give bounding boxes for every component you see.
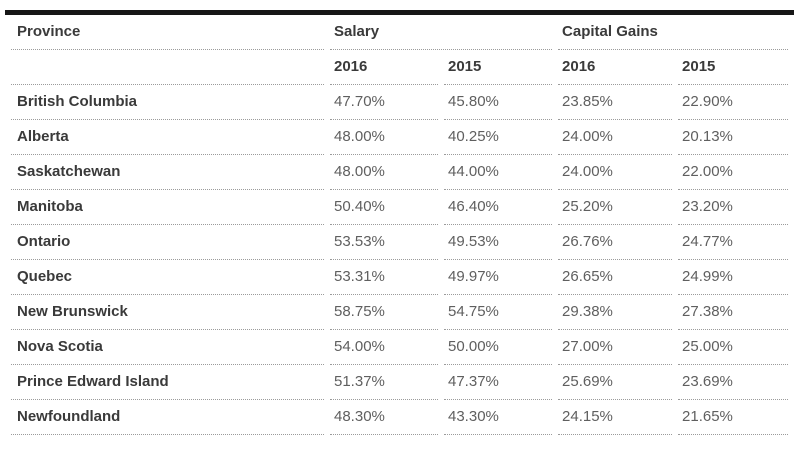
province-cell: Alberta — [11, 120, 324, 155]
province-cell: Quebec — [11, 260, 324, 295]
province-cell: Saskatchewan — [11, 155, 324, 190]
province-cell: Manitoba — [11, 190, 324, 225]
table-row — [11, 295, 788, 330]
gains-2015-cell: 23.69% — [678, 365, 788, 400]
table-row — [11, 400, 788, 435]
year-header-salary-2016: 2016 — [330, 50, 438, 85]
table-row — [11, 260, 788, 295]
gains-2016-cell: 24.00% — [558, 155, 672, 190]
group-header-row — [11, 15, 788, 50]
table-row — [11, 120, 788, 155]
table-row — [11, 225, 788, 260]
table-body — [11, 85, 788, 435]
salary-2016-cell: 51.37% — [330, 365, 438, 400]
salary-2015-cell: 47.37% — [444, 365, 552, 400]
province-cell: Newfoundland — [11, 400, 324, 435]
column-header-salary: Salary — [330, 15, 552, 50]
gains-2016-cell: 24.00% — [558, 120, 672, 155]
year-header-salary-2015: 2015 — [444, 50, 552, 85]
salary-2016-cell: 58.75% — [330, 295, 438, 330]
column-header-province: Province — [11, 15, 324, 50]
gains-2015-cell: 25.00% — [678, 330, 788, 365]
salary-2015-cell: 43.30% — [444, 400, 552, 435]
salary-2015-cell: 54.75% — [444, 295, 552, 330]
gains-2015-cell: 23.20% — [678, 190, 788, 225]
table-row — [11, 85, 788, 120]
gains-2016-cell: 29.38% — [558, 295, 672, 330]
gains-2015-cell: 24.77% — [678, 225, 788, 260]
salary-2016-cell: 50.40% — [330, 190, 438, 225]
column-header-capital-gains: Capital Gains — [558, 15, 788, 50]
gains-2016-cell: 24.15% — [558, 400, 672, 435]
salary-2016-cell: 54.00% — [330, 330, 438, 365]
gains-2016-cell: 26.65% — [558, 260, 672, 295]
table-row — [11, 190, 788, 225]
province-cell: Nova Scotia — [11, 330, 324, 365]
gains-2016-cell: 25.20% — [558, 190, 672, 225]
gains-2016-cell: 26.76% — [558, 225, 672, 260]
gains-2015-cell: 27.38% — [678, 295, 788, 330]
year-header-empty — [11, 50, 324, 85]
year-header-gains-2015: 2015 — [678, 50, 788, 85]
gains-2015-cell: 22.90% — [678, 85, 788, 120]
gains-2016-cell: 25.69% — [558, 365, 672, 400]
salary-2016-cell: 53.31% — [330, 260, 438, 295]
gains-2015-cell: 21.65% — [678, 400, 788, 435]
year-header-gains-2016: 2016 — [558, 50, 672, 85]
gains-2015-cell: 24.99% — [678, 260, 788, 295]
gains-2016-cell: 27.00% — [558, 330, 672, 365]
table-row — [11, 155, 788, 190]
salary-2015-cell: 45.80% — [444, 85, 552, 120]
table-row — [11, 365, 788, 400]
province-cell: British Columbia — [11, 85, 324, 120]
salary-2015-cell: 46.40% — [444, 190, 552, 225]
salary-2015-cell: 40.25% — [444, 120, 552, 155]
salary-2015-cell: 49.53% — [444, 225, 552, 260]
salary-2016-cell: 48.30% — [330, 400, 438, 435]
salary-2016-cell: 48.00% — [330, 155, 438, 190]
gains-2015-cell: 22.00% — [678, 155, 788, 190]
province-cell: Ontario — [11, 225, 324, 260]
province-cell: Prince Edward Island — [11, 365, 324, 400]
salary-2016-cell: 53.53% — [330, 225, 438, 260]
year-header-row — [11, 50, 788, 85]
salary-2015-cell: 50.00% — [444, 330, 552, 365]
salary-2015-cell: 49.97% — [444, 260, 552, 295]
tax-rates-table — [5, 10, 794, 435]
salary-2016-cell: 48.00% — [330, 120, 438, 155]
gains-2015-cell: 20.13% — [678, 120, 788, 155]
table-row — [11, 330, 788, 365]
salary-2015-cell: 44.00% — [444, 155, 552, 190]
province-cell: New Brunswick — [11, 295, 324, 330]
gains-2016-cell: 23.85% — [558, 85, 672, 120]
salary-2016-cell: 47.70% — [330, 85, 438, 120]
